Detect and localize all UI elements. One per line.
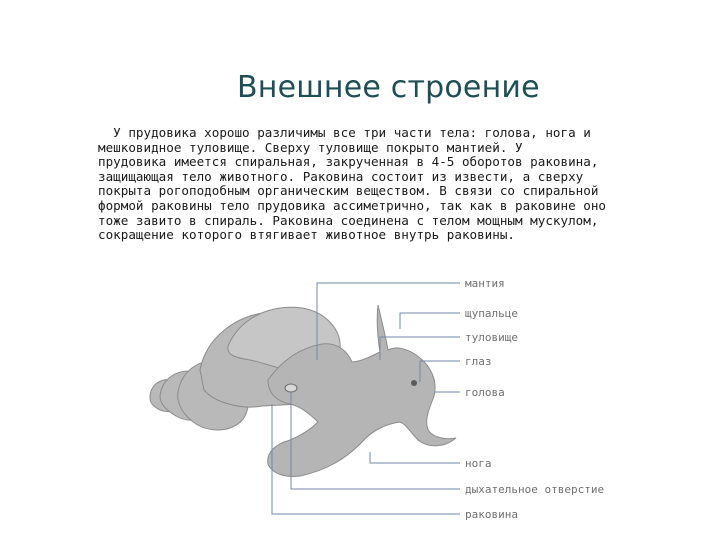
label-eye: глаз bbox=[465, 355, 492, 368]
paragraph-line: У прудовика хорошо различимы все три части тела: голова, нога и bbox=[98, 125, 591, 140]
paragraph-line: прудовика имеется спиральная, закрученная в 4-5 оборотов раковина, bbox=[98, 154, 599, 170]
slide-title: Внешнее строение bbox=[237, 70, 540, 105]
label-body: туловище bbox=[465, 331, 518, 344]
label-tentacle: щупальце bbox=[465, 307, 518, 320]
breathing-hole-mark bbox=[285, 384, 297, 392]
label-head: голова bbox=[465, 386, 505, 399]
paragraph-line: тоже завито в спираль. Раковина соединена с телом мощным мускулом, bbox=[98, 212, 599, 228]
paragraph-line: формой раковины тело прудовика ассиметрично, так как в раковине оно bbox=[98, 197, 606, 213]
paragraph-line: защищающая тело животного. Раковина состоит из извести, а сверху bbox=[98, 168, 584, 184]
label-mantle: мантия bbox=[465, 277, 505, 290]
label-breathing-hole: дыхательное отверстие bbox=[465, 483, 605, 496]
label-shell: раковина bbox=[465, 508, 518, 521]
paragraph-line: сокращение которого втягивает животное внутрь раковины. bbox=[98, 227, 516, 243]
label-foot: нога bbox=[465, 457, 492, 470]
paragraph-line: мешковидное туловище. Сверху туловище покрыто мантией. У bbox=[98, 139, 523, 155]
paragraph-line: покрыта рогоподобным органическим веществом. В связи со спиральной bbox=[98, 183, 599, 199]
eye-mark bbox=[411, 380, 417, 386]
